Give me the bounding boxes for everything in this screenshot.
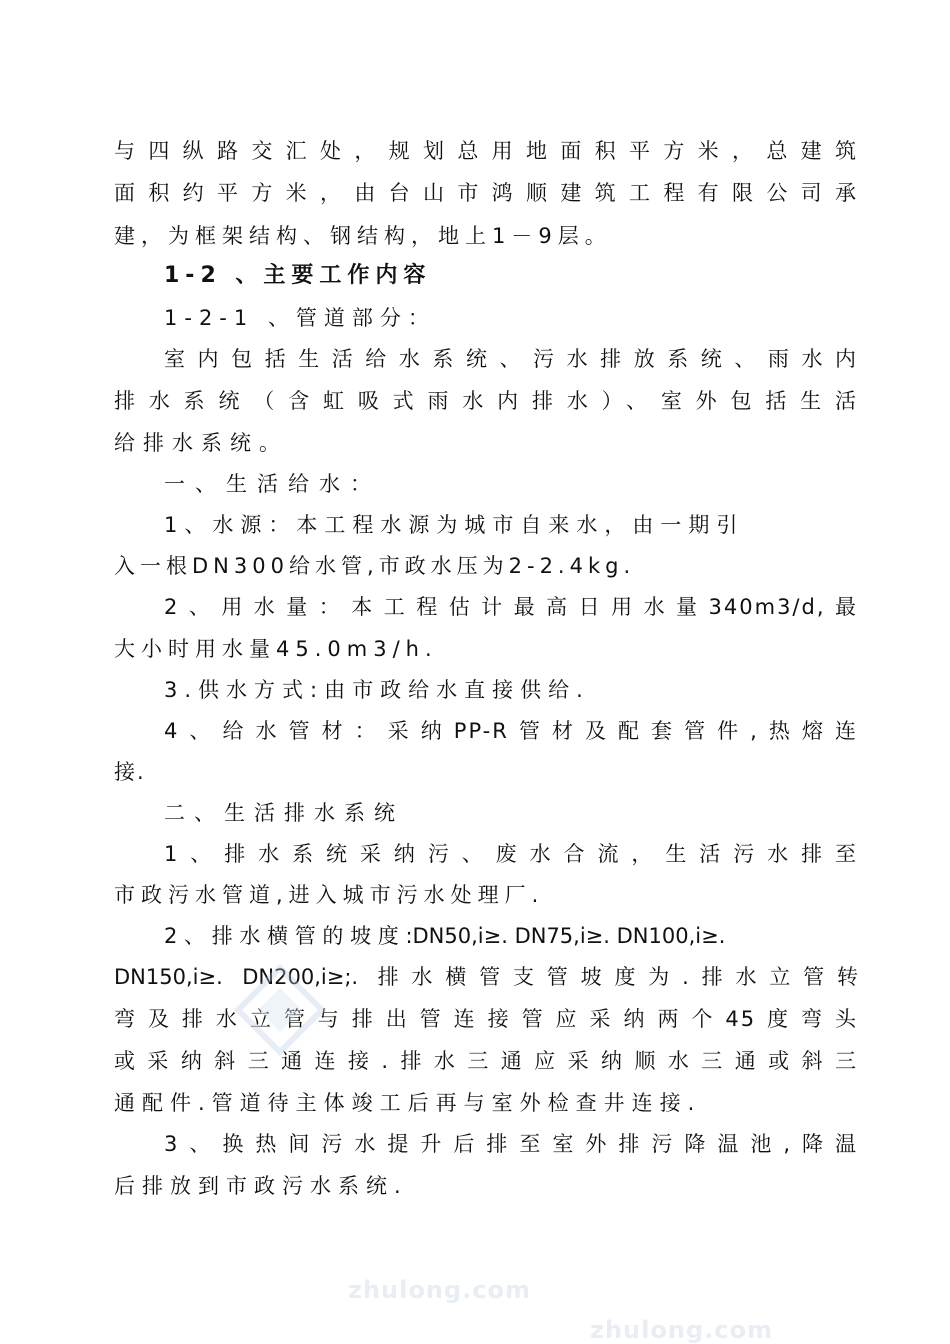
body-line: 2、用水量：本工程估计最高日用水量340m3/d,最	[164, 595, 858, 619]
body-line: 或采纳斜三通连接.排水三通应采纳顺水三通或斜三	[114, 1049, 858, 1073]
body-line: 与四纵路交汇处，规划总用地面积平方米，总建筑	[114, 139, 858, 163]
body-line: 排水系统（含虹吸式雨水内排水）、室外包括生活	[114, 389, 858, 413]
body-line: 建，为框架结构、钢结构，地上1－9层。	[114, 224, 612, 248]
body-line: 后排放到市政污水系统.	[114, 1174, 408, 1198]
item-heading: 一、生活给水：	[164, 472, 381, 496]
section-heading: 1-2 、主要工作内容	[164, 263, 432, 288]
subsection-heading: 1-2-1 、管道部分：	[164, 306, 436, 330]
body-line: 通配件.管道待主体竣工后再与室外检查井连接.	[114, 1091, 702, 1115]
body-line: 接.	[114, 760, 146, 784]
body-line: 弯及排水立管与排出管连接管应采纳两个45度弯头	[114, 1007, 858, 1031]
body-line: 市政污水管道,进入城市污水处理厂.	[114, 883, 545, 907]
body-line: 4、给水管材：采纳PP-R管材及配套管件,热熔连	[164, 719, 858, 743]
body-line: DN150,i≥. DN200,i≥;. 排水横管支管坡度为.排水立管转	[114, 965, 858, 989]
body-line: 大小时用水量45.0m3/h.	[114, 637, 438, 661]
body-line: 给排水系统。	[114, 431, 288, 455]
body-line: 2 、 排 水 横 管 的 坡 度 :DN50,i≥. DN75,i≥. DN100,i≥.	[164, 924, 726, 948]
body-line: 1、排水系统采纳污、废水合流，生活污水排至	[164, 842, 858, 866]
watermark-text: zhulong.com	[348, 1276, 531, 1304]
item-heading: 二、生活排水系统	[164, 801, 404, 825]
watermark-text: zhulong.com	[590, 1316, 773, 1344]
watermark-logo-icon	[232, 962, 328, 1058]
body-line: 3、换热间污水提升后排至室外排污降温池,降温	[164, 1132, 858, 1156]
body-line: 面积约平方米，由台山市鸿顺建筑工程有限公司承	[114, 181, 858, 205]
body-line: 1、水源：本工程水源为城市自来水，由一期引	[164, 513, 745, 537]
body-line: 室内包括生活给水系统、污水排放系统、雨水内	[164, 347, 858, 371]
body-line: 3.供水方式:由市政给水直接供给.	[164, 678, 590, 702]
body-line: 入一根DN300给水管,市政水压为2-2.4kg.	[114, 554, 636, 578]
